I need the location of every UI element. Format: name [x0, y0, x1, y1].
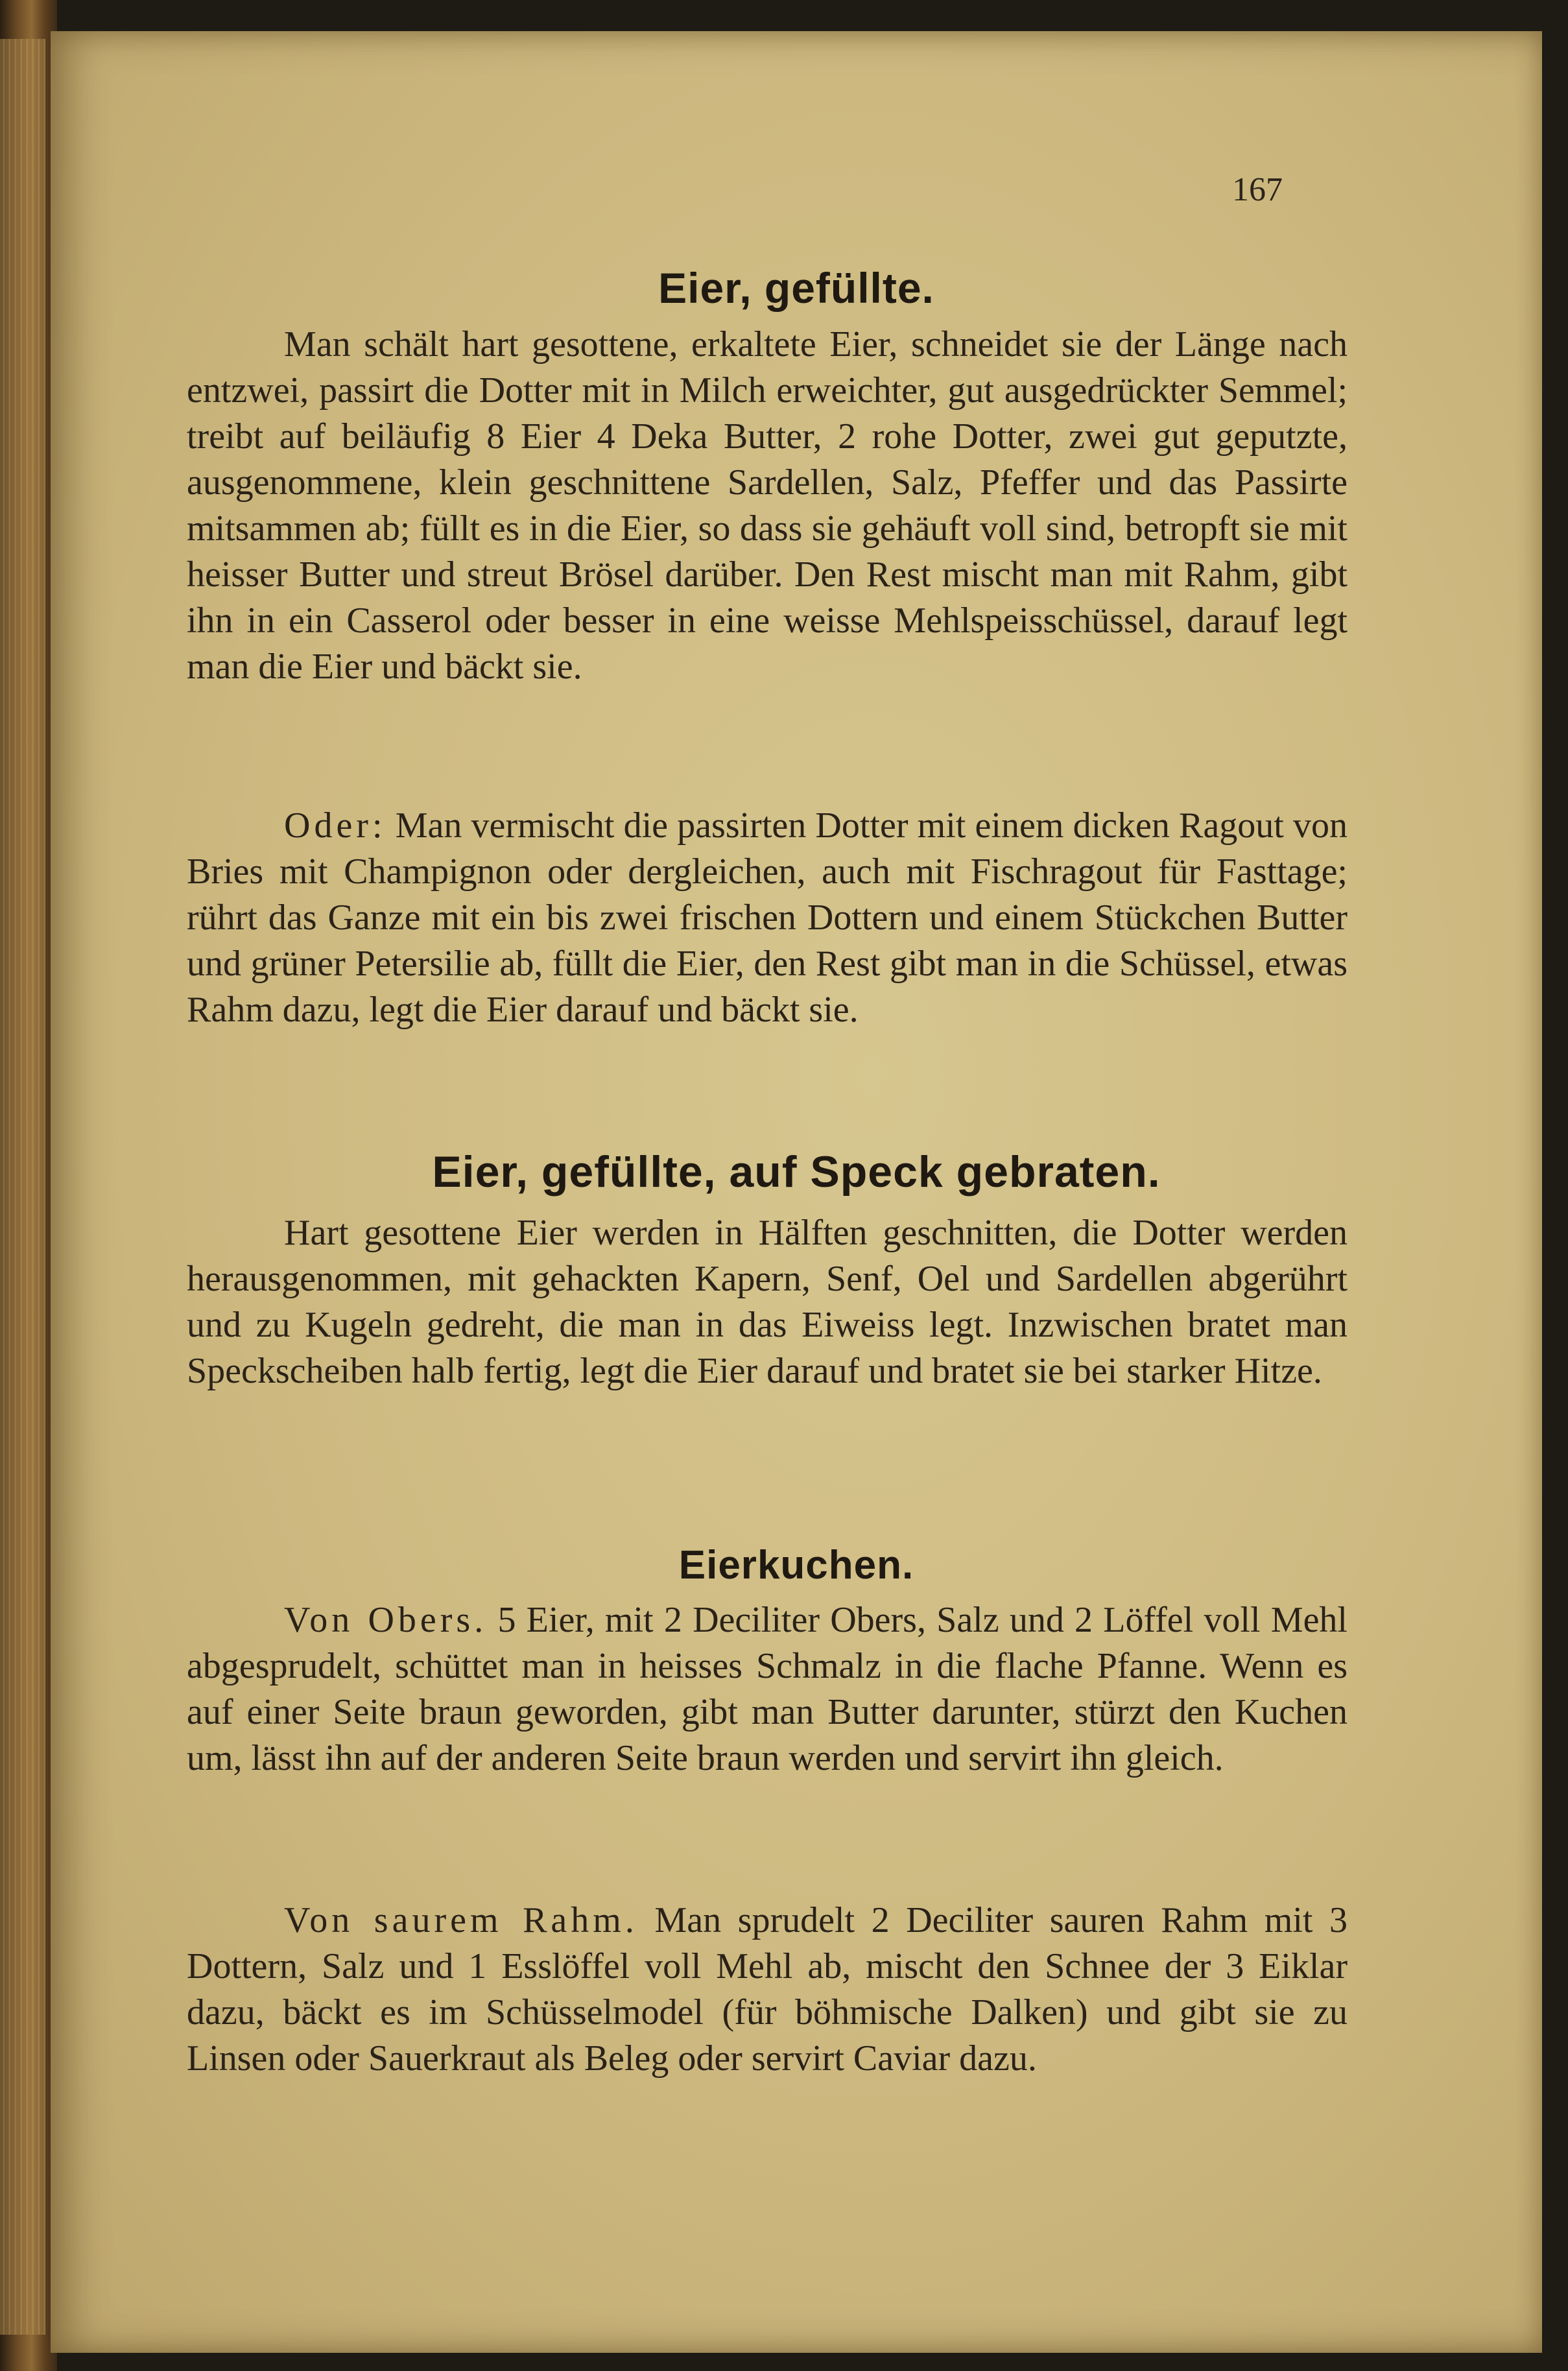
- paragraph-lead: Von Obers.: [284, 1600, 488, 1640]
- paragraph-text: 5 Eier, mit 2 Deciliter Obers, Salz und 2 Löffel voll Mehl abgesprudelt, schüttet man in heisses Schmalz in die flache Pfanne. Wenn es auf einer Seite braun geworden, gibt man Butter darunter, stürzt den Kuchen um, lässt ihn auf der anderen Seite braun werden und servirt ihn gleich.: [187, 1600, 1348, 1778]
- paragraph-text: Man vermischt die passirten Dotter mit einem dicken Ragout von Bries mit Champignon oder dergleichen, auch mit Fischragout für Fasttage; rührt das Ganze mit ein bis zwei frischen Dottern und einem Stückchen Butter und grüner Petersilie ab, füllt die Eier, den Rest gibt man in die Schüssel, etwas Rahm dazu, legt die Eier darauf und bäckt sie.: [187, 805, 1348, 1030]
- paragraph-lead: Oder:: [284, 805, 386, 846]
- paragraph-text: Man sprudelt 2 Deciliter sauren Rahm mit 3 Dottern, Salz und 1 Esslöffel voll Mehl ab, mischt den Schnee der 3 Eiklar dazu, bäckt es im Schüsselmodel (für böhmische Dalken) und gibt sie zu Linsen oder Sauerkraut als Beleg oder servirt Caviar dazu.: [187, 1900, 1348, 2079]
- paragraph: [187, 803, 1348, 1033]
- paragraph: [187, 1210, 1348, 1394]
- section-title-eierkuchen: Eierkuchen.: [678, 1543, 914, 1588]
- book-page: [51, 31, 1542, 2353]
- page-number: 167: [1232, 171, 1283, 208]
- paragraph-lead: Von saurem Rahm.: [284, 1900, 638, 1940]
- paragraph: [187, 1597, 1348, 1781]
- paragraph-text: Hart gesottene Eier werden in Hälften geschnitten, die Dotter werden herausgenommen, mit gehackten Kapern, Senf, Oel und Sardellen abgerührt und zu Kugeln gedreht, die man in das Eiweiss legt. Inzwischen bratet man Speckscheiben halb fertig, legt die Eier darauf und bratet sie bei starker Hitze.: [187, 1213, 1348, 1391]
- page-edges: [0, 39, 45, 2335]
- section-title-eier-speck: Eier, gefüllte, auf Speck gebraten.: [432, 1147, 1161, 1197]
- paragraph: [187, 1898, 1348, 2082]
- paragraph-text: Man schält hart gesottene, erkaltete Eier, schneidet sie der Länge nach entzwei, passirt die Dotter mit in Milch erweichter, gut ausgedrückter Semmel; treibt auf beiläufig 8 Eier 4 Deka Butter, 2 rohe Dotter, zwei gut geputzte, ausgenommene, klein geschnittene Sardellen, Salz, Pfeffer und das Passirte mitsammen ab; füllt es in die Eier, so dass sie gehäuft voll sind, betropft sie mit heisser Butter und streut Brösel darüber. Den Rest mischt man mit Rahm, gibt ihn in ein Casserol oder besser in eine weisse Mehlspeisschüssel, darauf legt man die Eier und bäckt sie.: [187, 324, 1348, 687]
- section-title-eier-gefuellte: Eier, gefüllte.: [658, 264, 934, 312]
- paragraph: [187, 322, 1348, 690]
